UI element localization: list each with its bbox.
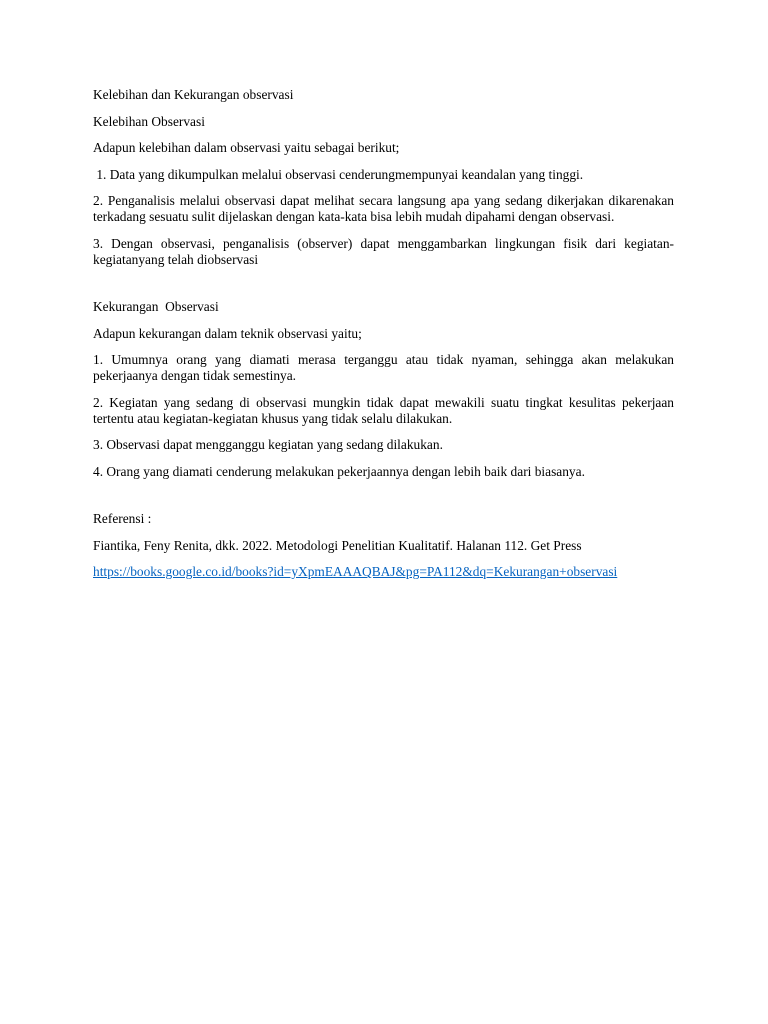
section-spacer: [93, 278, 674, 299]
kekurangan-item: 2. Kegiatan yang sedang di observasi mungkin tidak dapat mewakili suatu tingkat kesulitas pekerjaan tertentu atau kegiatan-kegiatan khusus yang tidak selalu dilakukan.: [93, 394, 674, 426]
kekurangan-intro: Adapun kekurangan dalam teknik observasi yaitu;: [93, 325, 362, 341]
section-spacer: [93, 490, 674, 511]
kekurangan-heading: Kekurangan Observasi: [93, 299, 219, 314]
kelebihan-item: 3. Dengan observasi, penganalisis (observer) dapat menggambarkan lingkungan fisik dari kegiatan-kegiatanyang telah diobservasi: [93, 235, 674, 267]
kekurangan-item: 4. Orang yang diamati cenderung melakukan pekerjaannya dengan lebih baik dari biasanya.: [93, 463, 585, 479]
kekurangan-item: 3. Observasi dapat mengganggu kegiatan yang sedang dilakukan.: [93, 437, 443, 452]
referensi-link-line: [93, 564, 674, 580]
kelebihan-item: 2. Penganalisis melalui observasi dapat melihat secara langsung apa yang sedang dikerjakan dikarenakan terkadang sesuatu sulit dijelaskan dengan kata-kata bisa lebih mudah dipahami dengan observasi.: [93, 193, 674, 224]
referensi-citation: Fiantika, Feny Renita, dkk. 2022. Metodologi Penelitian Kualitatif. Halanan 112. Get Press: [93, 537, 582, 553]
kelebihan-item: 1. Data yang dikumpulkan melalui observasi cenderungmempunyai keandalan yang tinggi.: [93, 166, 584, 182]
reference-link[interactable]: https://books.google.co.id/books?id=yXpmEAAAQBAJ&pg=PA112&dq=Kekurangan+observasi: [93, 564, 618, 579]
kelebihan-heading: Kelebihan Observasi: [93, 113, 205, 129]
referensi-heading: Referensi :: [93, 511, 152, 526]
document-page: [93, 87, 674, 591]
kekurangan-item: 1. Umumnya orang yang diamati merasa terganggu atau tidak nyaman, sehingga akan melakukan pekerjaanya dengan tidak semestinya.: [93, 352, 674, 383]
kelebihan-intro: Adapun kelebihan dalam observasi yaitu sebagai berikut;: [93, 140, 400, 155]
document-title: Kelebihan dan Kekurangan observasi: [93, 87, 294, 102]
